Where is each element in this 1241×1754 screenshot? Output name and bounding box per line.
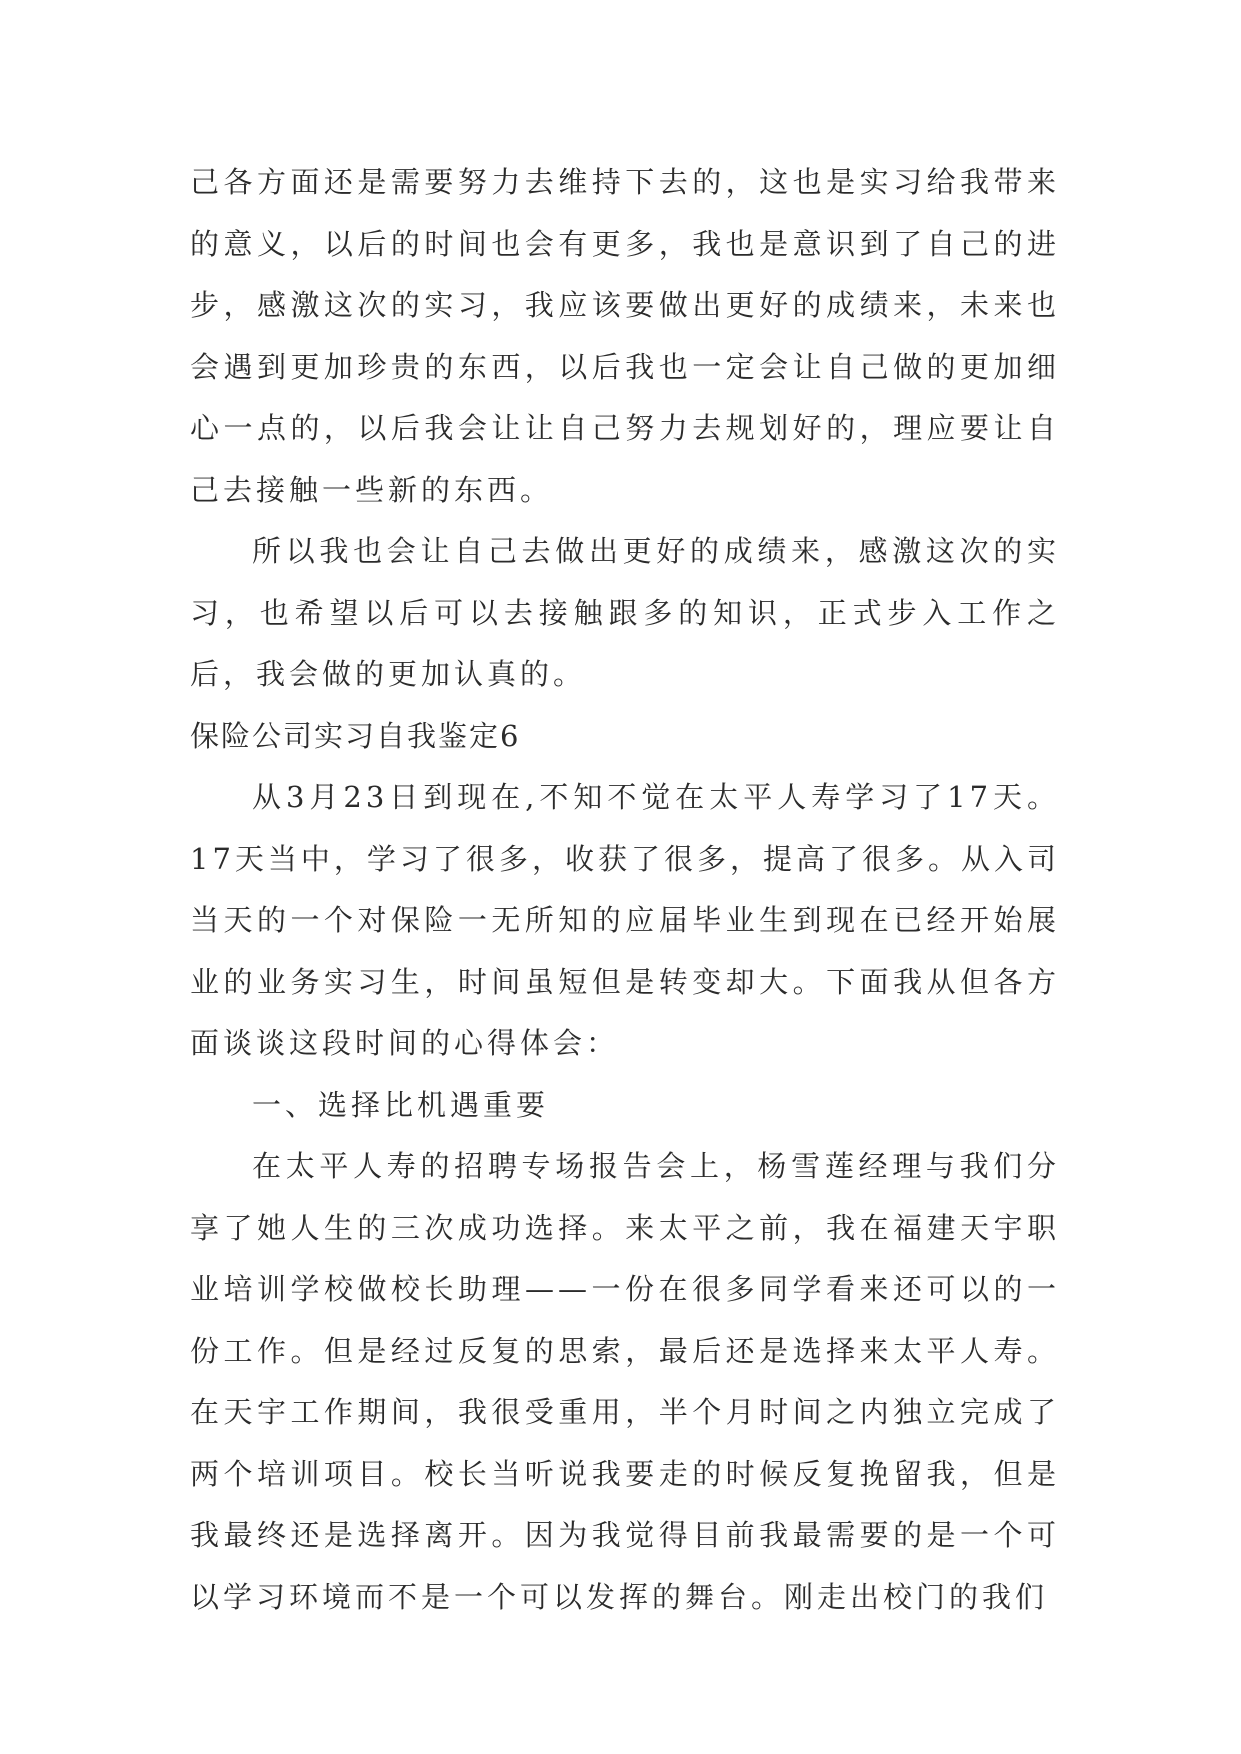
document-body bbox=[190, 152, 1060, 1628]
paragraph: 从3月23日到现在,不知不觉在太平人寿学习了17天。17天当中，学习了很多，收获了很多，提高了很多。从入司当天的一个对保险一无所知的应届毕业生到现在已经开始展业的业务实习生，时间虽短但是转变却大。下面我从但各方面谈谈这段时间的心得体会： bbox=[190, 780, 1060, 1060]
paragraph: 在太平人寿的招聘专场报告会上，杨雪莲经理与我们分享了她人生的三次成功选择。来太平之前，我在福建天宇职业培训学校做校长助理——一份在很多同学看来还可以的一份工作。但是经过反复的思索，最后还是选择来太平人寿。在天宇工作期间，我很受重用，半个月时间之内独立完成了两个培训项目。校长当听说我要走的时候反复挽留我，但是我最终还是选择离开。因为我觉得目前我最需要的是一个可以学习环境而不是一个可以发挥的舞台。刚走出校门的我们 bbox=[190, 1149, 1060, 1614]
paragraph: 所以我也会让自己去做出更好的成绩来，感激这次的实习，也希望以后可以去接触跟多的知识，正式步入工作之后，我会做的更加认真的。 bbox=[190, 534, 1060, 691]
paragraph: 己各方面还是需要努力去维持下去的，这也是实习给我带来的意义，以后的时间也会有更多，我也是意识到了自己的进步，感激这次的实习，我应该要做出更好的成绩来，未来也会遇到更加珍贵的东西，以后我也一定会让自己做的更加细心一点的，以后我会让让自己努力去规划好的，理应要让自己去接触一些新的东西。 bbox=[190, 165, 1060, 507]
subheading: 一、选择比机遇重要 bbox=[252, 1087, 550, 1122]
section-title: 保险公司实习自我鉴定6 bbox=[190, 718, 521, 753]
